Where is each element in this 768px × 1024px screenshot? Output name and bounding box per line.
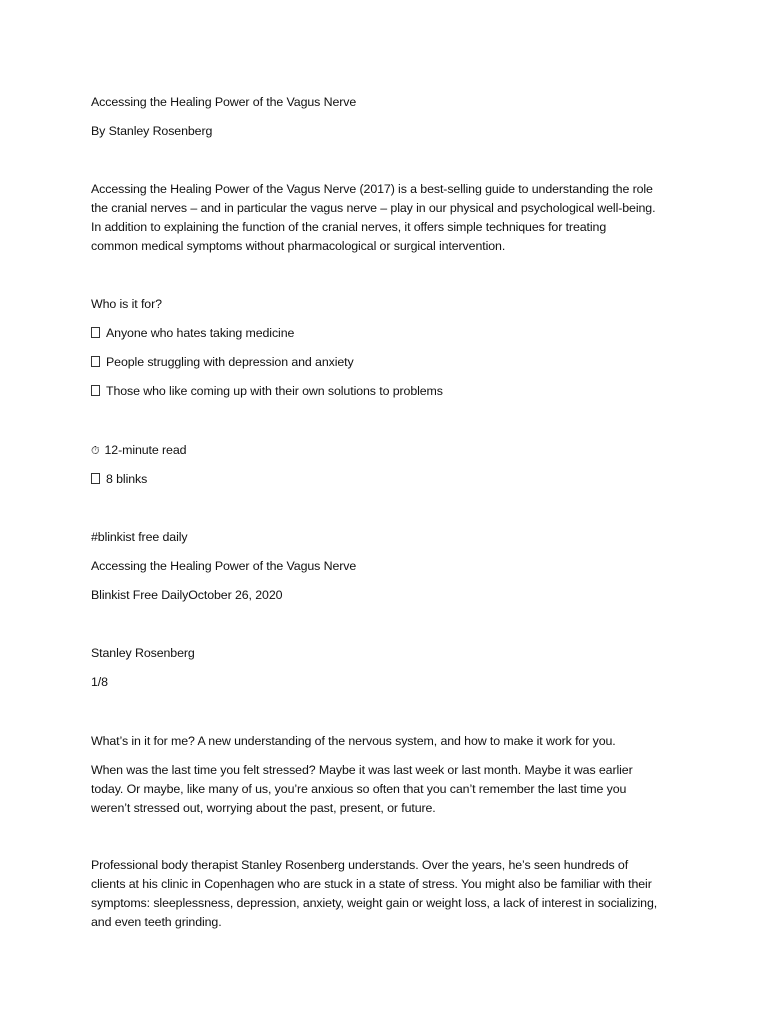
paragraph-line: and even teeth grinding. xyxy=(91,915,222,929)
source-date: Blinkist Free DailyOctober 26, 2020 xyxy=(91,588,283,602)
stopwatch-icon: ⏱ xyxy=(91,444,100,457)
read-time-text: 12-minute read xyxy=(104,443,187,457)
document-title: Accessing the Healing Power of the Vagus Nerve xyxy=(91,95,357,109)
summary-line: the cranial nerves – and in particular the vagus nerve – play in our physical and psychological well-being. xyxy=(91,201,656,215)
who-heading: Who is it for? xyxy=(91,297,162,311)
summary-line: common medical symptoms without pharmacological or surgical intervention. xyxy=(91,239,506,253)
who-item-text: Anyone who hates taking medicine xyxy=(106,326,295,340)
who-item xyxy=(91,382,681,401)
missing-glyph-box-icon xyxy=(91,327,100,338)
read-time xyxy=(91,441,681,460)
page-counter: 1/8 xyxy=(91,675,108,689)
missing-glyph-box-icon xyxy=(91,356,100,367)
title-repeat: Accessing the Healing Power of the Vagus Nerve xyxy=(91,559,357,573)
author-line: By Stanley Rosenberg xyxy=(91,124,213,138)
summary-line: Accessing the Healing Power of the Vagus Nerve (2017) is a best-selling guide to understanding the role xyxy=(91,182,653,196)
paragraph-1 xyxy=(91,761,681,818)
who-item xyxy=(91,353,681,372)
summary-paragraph xyxy=(91,180,681,256)
who-item-text: People struggling with depression and anxiety xyxy=(106,355,354,369)
paragraph-line: Professional body therapist Stanley Rosenberg understands. Over the years, he’s seen hundreds of xyxy=(91,858,629,872)
blinks-count xyxy=(91,470,681,489)
paragraph-line: weren’t stressed out, worrying about the past, present, or future. xyxy=(91,801,436,815)
who-item-text: Those who like coming up with their own solutions to problems xyxy=(106,384,443,398)
paragraph-line: symptoms: sleeplessness, depression, anxiety, weight gain or weight loss, a lack of interest in socializing, xyxy=(91,896,658,910)
tag-line: #blinkist free daily xyxy=(91,530,188,544)
paragraph-line: When was the last time you felt stressed? Maybe it was last week or last month. Maybe it was earlier xyxy=(91,763,633,777)
summary-line: In addition to explaining the function of the cranial nerves, it offers simple techniques for treating xyxy=(91,220,607,234)
paragraph-2 xyxy=(91,856,681,932)
who-item xyxy=(91,324,681,343)
missing-glyph-box-icon xyxy=(91,473,100,484)
missing-glyph-box-icon xyxy=(91,385,100,396)
intro-line: What’s in it for me? A new understanding of the nervous system, and how to make it work for you. xyxy=(91,734,616,748)
blinks-count-text: 8 blinks xyxy=(106,472,148,486)
paragraph-line: today. Or maybe, like many of us, you’re anxious so often that you can’t remember the last time you xyxy=(91,782,627,796)
author-repeat: Stanley Rosenberg xyxy=(91,646,195,660)
paragraph-line: clients at his clinic in Copenhagen who are stuck in a state of stress. You might also be familiar with their xyxy=(91,877,652,891)
